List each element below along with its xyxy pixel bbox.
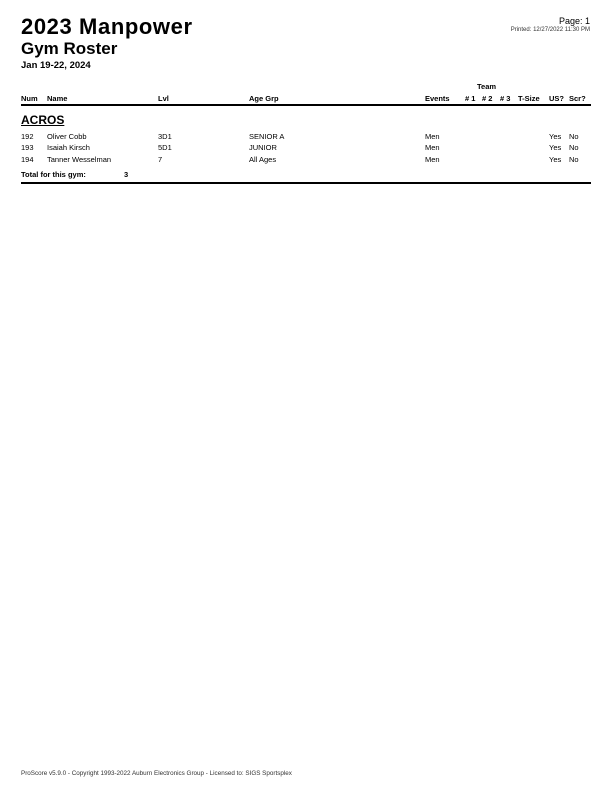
col-events-header: Events [425,94,450,103]
row-lvl: 5D1 [158,143,172,152]
row-num: 194 [21,155,34,164]
row-lvl: 7 [158,155,163,164]
col-age-grp-header: Age Grp [249,94,279,103]
row-events: Men [425,132,440,141]
col-team2-header: # 2 [482,94,493,103]
total-value: 3 [124,170,129,179]
col-team1-header: # 1 [465,94,476,103]
date-range: Jan 19-22, 2024 [21,60,91,71]
row-scr: No [569,155,579,164]
report-title: 2023 Manpower [21,14,193,39]
header-divider [21,104,591,106]
total-label: Total for this gym: [21,170,86,179]
col-team3-header: # 3 [500,94,511,103]
row-us: Yes [549,143,562,152]
report-subtitle: Gym Roster [21,39,118,58]
team-group-header: Team [477,82,497,91]
col-scr-header: Scr? [569,94,586,103]
row-age-grp: SENIOR A [249,132,285,141]
row-us: Yes [549,155,562,164]
col-lvl-header: Lvl [158,94,169,103]
row-age-grp: JUNIOR [249,143,277,152]
section-title: ACROS [21,113,65,127]
row-name: Tanner Wesselman [47,155,112,164]
col-tsize-header: T-Size [518,94,540,103]
row-name: Isaiah Kirsch [47,143,90,152]
row-scr: No [569,143,579,152]
row-us: Yes [549,132,562,141]
row-age-grp: All Ages [249,155,277,164]
total-divider [21,182,591,184]
row-events: Men [425,143,440,152]
col-us-header: US? [549,94,564,103]
row-num: 192 [21,132,34,141]
printed-timestamp: Printed: 12/27/2022 11:30 PM [510,27,590,33]
col-num-header: Num [21,94,38,103]
row-num: 193 [21,143,34,152]
page-number: Page: 1 [558,16,590,26]
row-lvl: 3D1 [158,132,172,141]
row-events: Men [425,155,440,164]
row-name: Oliver Cobb [47,132,87,141]
row-scr: No [569,132,579,141]
footer-copyright: ProScore v5.9.0 - Copyright 1993-2022 Auburn Electronics Group - Licensed to: SIGS Sportsplex [21,770,292,777]
col-name-header: Name [47,94,68,103]
